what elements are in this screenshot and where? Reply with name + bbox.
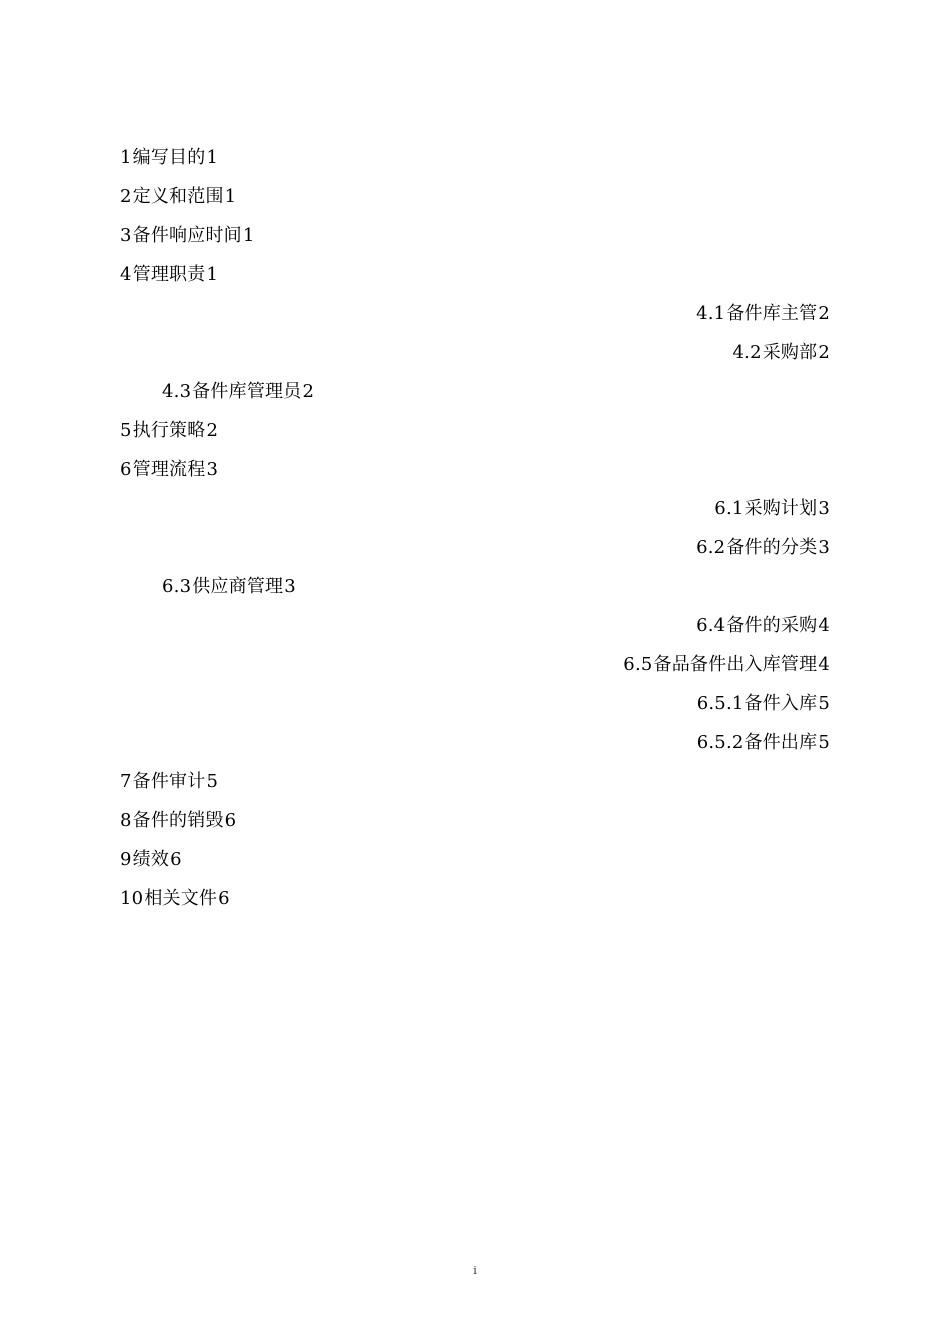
- toc-entry-number: 3: [120, 225, 132, 246]
- toc-entry-page: 1: [206, 147, 219, 168]
- toc-entry-4-3[interactable]: [120, 378, 830, 417]
- toc-entry-number: 4.2: [732, 342, 762, 363]
- toc-entry-number: 4: [120, 264, 132, 285]
- toc-entry-page: 4: [818, 654, 830, 675]
- toc-entry-page: 2: [818, 342, 830, 363]
- table-of-contents: [120, 144, 830, 924]
- toc-entry-number: 6.5: [623, 654, 653, 675]
- toc-entry-title: 编写目的: [132, 147, 206, 168]
- toc-entry-3[interactable]: [120, 222, 830, 261]
- page-number: i: [473, 1264, 477, 1277]
- toc-entry-title: 备件的分类: [726, 537, 818, 558]
- toc-entry-page: 6: [224, 810, 237, 831]
- toc-entry-6[interactable]: [120, 456, 830, 495]
- toc-entry-title: 管理职责: [132, 264, 206, 285]
- toc-entry-title: 备件响应时间: [132, 225, 242, 246]
- toc-entry-title: 备件入库: [744, 693, 818, 714]
- toc-entry-title: 绩效: [132, 849, 170, 870]
- toc-entry-number: 6: [120, 459, 132, 480]
- toc-entry-6-4[interactable]: [120, 612, 830, 651]
- toc-entry-7[interactable]: [120, 768, 830, 807]
- toc-entry-page: 5: [818, 732, 830, 753]
- toc-entry-page: 3: [284, 576, 296, 597]
- toc-entry-page: 3: [818, 537, 830, 558]
- toc-entry-title: 定义和范围: [132, 186, 224, 207]
- toc-entry-number: 9: [120, 849, 132, 870]
- toc-entry-title: 备件的销毁: [132, 810, 224, 831]
- toc-entry-page: 2: [206, 420, 219, 441]
- toc-entry-6-3[interactable]: [120, 573, 830, 612]
- toc-entry-4[interactable]: [120, 261, 830, 300]
- toc-entry-number: 6.5.1: [696, 693, 744, 714]
- toc-entry-page: 5: [206, 771, 219, 792]
- toc-entry-9[interactable]: [120, 846, 830, 885]
- toc-entry-number: 10: [120, 888, 144, 909]
- toc-entry-title: 采购计划: [744, 498, 818, 519]
- toc-entry-title: 管理流程: [132, 459, 206, 480]
- toc-entry-page: 1: [242, 225, 255, 246]
- toc-entry-4-1[interactable]: [120, 300, 830, 339]
- toc-entry-6-5-2[interactable]: [120, 729, 830, 768]
- toc-entry-title: 相关文件: [144, 888, 218, 909]
- toc-entry-page: 6: [170, 849, 182, 870]
- toc-entry-title: 备件库管理员: [192, 381, 302, 402]
- toc-entry-5[interactable]: [120, 417, 830, 456]
- toc-entry-8[interactable]: [120, 807, 830, 846]
- toc-entry-1[interactable]: [120, 144, 830, 183]
- toc-entry-6-2[interactable]: [120, 534, 830, 573]
- toc-entry-number: 1: [120, 147, 132, 168]
- toc-entry-4-2[interactable]: [120, 339, 830, 378]
- toc-entry-number: 6.1: [714, 498, 744, 519]
- toc-entry-6-1[interactable]: [120, 495, 830, 534]
- toc-entry-title: 采购部: [762, 342, 818, 363]
- toc-entry-title: 供应商管理: [192, 576, 284, 597]
- toc-entry-page: 3: [206, 459, 219, 480]
- toc-entry-title: 备件的采购: [726, 615, 818, 636]
- toc-entry-title: 执行策略: [132, 420, 206, 441]
- toc-entry-number: 6.2: [696, 537, 726, 558]
- toc-entry-page: 5: [818, 693, 830, 714]
- toc-entry-number: 6.4: [696, 615, 726, 636]
- toc-entry-page: 4: [818, 615, 830, 636]
- toc-entry-title: 备件审计: [132, 771, 206, 792]
- toc-entry-number: 8: [120, 810, 132, 831]
- toc-entry-title: 备品备件出入库管理: [653, 654, 818, 675]
- toc-entry-number: 4.3: [162, 381, 192, 402]
- toc-entry-2[interactable]: [120, 183, 830, 222]
- toc-entry-page: 2: [302, 381, 315, 402]
- toc-entry-page: 6: [218, 888, 230, 909]
- toc-entry-number: 2: [120, 186, 132, 207]
- toc-entry-page: 3: [818, 498, 830, 519]
- toc-entry-page: 1: [224, 186, 237, 207]
- toc-entry-number: 6.5.2: [696, 732, 744, 753]
- toc-entry-title: 备件库主管: [726, 303, 818, 324]
- toc-entry-10[interactable]: [120, 885, 830, 924]
- toc-entry-title: 备件出库: [744, 732, 818, 753]
- toc-entry-page: 2: [818, 303, 830, 324]
- toc-entry-page: 1: [206, 264, 219, 285]
- toc-entry-number: 6.3: [162, 576, 192, 597]
- toc-entry-number: 5: [120, 420, 132, 441]
- toc-entry-number: 7: [120, 771, 132, 792]
- toc-entry-number: 4.1: [696, 303, 726, 324]
- toc-entry-6-5[interactable]: [120, 651, 830, 690]
- toc-entry-6-5-1[interactable]: [120, 690, 830, 729]
